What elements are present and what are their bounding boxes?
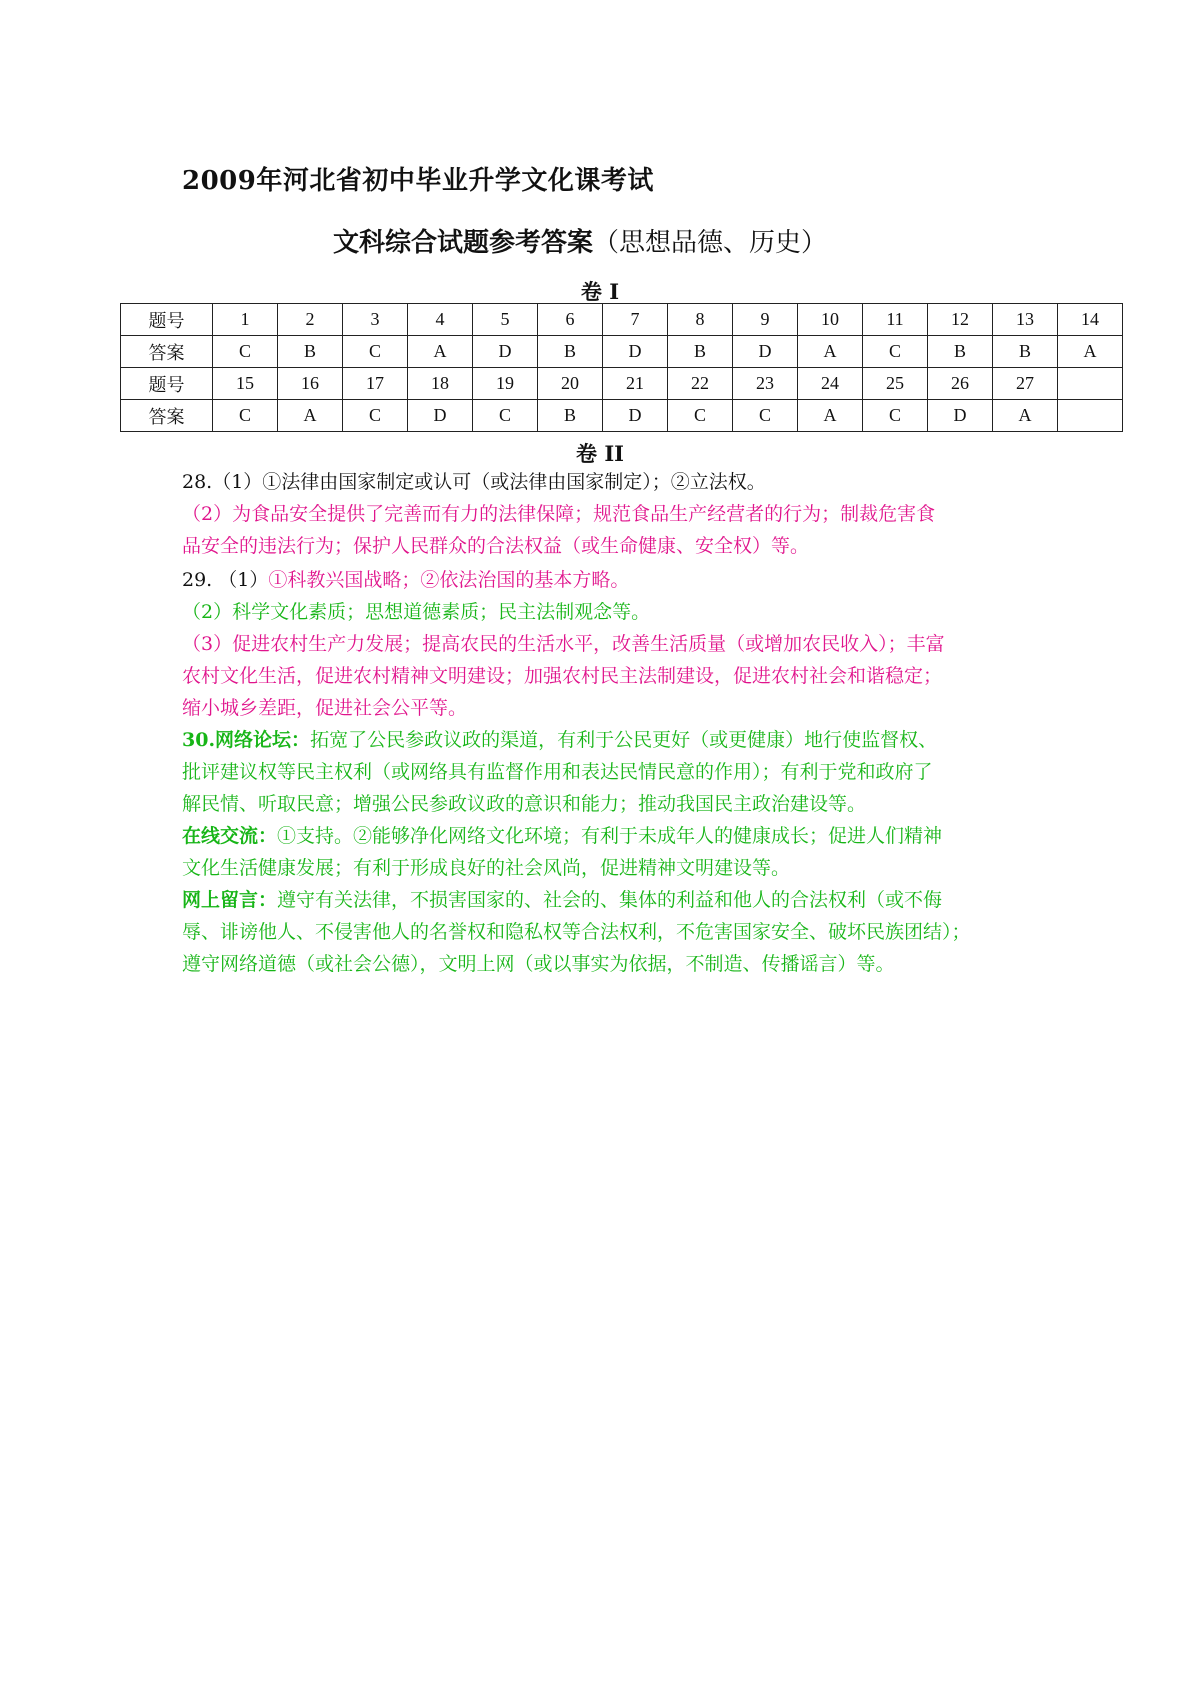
answer-cell: B <box>278 336 343 368</box>
answer-row <box>121 336 1123 368</box>
question-cell: 6 <box>538 304 603 336</box>
q30-online-text: ①支持。②能够净化网络文化环境；有利于未成年人的健康成长；促进人们精神 <box>277 825 943 847</box>
q30-forum-line: 批评建议权等民主权利（或网络具有监督作用和表达民情民意的作用）；有利于党和政府了 <box>182 761 933 783</box>
answer-cell: B <box>993 336 1058 368</box>
answer-cell: A <box>798 336 863 368</box>
q29-part2: （2）科学文化素质；思想道德素质；民主法制观念等。 <box>182 601 651 623</box>
question-cell: 21 <box>603 368 668 400</box>
question-cell: 9 <box>733 304 798 336</box>
q30-online-line: 文化生活健康发展；有利于形成良好的社会风尚，促进精神文明建设等。 <box>182 857 791 879</box>
question-cell <box>1058 368 1123 400</box>
answer-table <box>120 303 1123 432</box>
question-cell: 8 <box>668 304 733 336</box>
answer-cell: C <box>863 336 928 368</box>
question-cell: 12 <box>928 304 993 336</box>
q29-prefix: 29. （1） <box>182 569 269 591</box>
subtitle-paren: （思想品德、历史） <box>593 228 828 258</box>
answer-cell: A <box>408 336 473 368</box>
q29-part1-text: ①科教兴国战略；②依法治国的基本方略。 <box>268 569 630 591</box>
answer-cell: D <box>928 400 993 432</box>
answer-cell: D <box>733 336 798 368</box>
q30-forum-text: 拓宽了公民参政议政的渠道，有利于公民更好（或更健康）地行使监督权、 <box>310 729 938 751</box>
question-cell: 20 <box>538 368 603 400</box>
question-cell: 13 <box>993 304 1058 336</box>
question-cell: 2 <box>278 304 343 336</box>
question-cell: 3 <box>343 304 408 336</box>
q30-answer <box>182 724 1032 980</box>
answer-cell: C <box>733 400 798 432</box>
question-cell: 14 <box>1058 304 1123 336</box>
answer-cell: D <box>603 336 668 368</box>
answer-cell: D <box>473 336 538 368</box>
question-row <box>121 368 1123 400</box>
answer-cell: A <box>1058 336 1123 368</box>
answer-cell: C <box>668 400 733 432</box>
question-row-label: 题号 <box>121 304 213 336</box>
q30-message-label: 网上留言： <box>182 889 278 911</box>
answer-cell: B <box>928 336 993 368</box>
question-row <box>121 304 1123 336</box>
q30-forum-line <box>182 724 1032 756</box>
question-cell: 10 <box>798 304 863 336</box>
section-2-heading: 卷 II <box>576 441 624 466</box>
q30-online-line <box>182 820 1032 852</box>
q29-part3-line: （3）促进农村生产力发展；提高农民的生活水平，改善生活质量（或增加农民收入）；丰富 <box>182 633 945 655</box>
q30-message-line: 遵守网络道德（或社会公德），文明上网（或以事实为依据，不制造、传播谣言）等。 <box>182 953 895 975</box>
q30-forum-line: 解民情、听取民意；增强公民参政议政的意识和能力；推动我国民主政治建设等。 <box>182 793 867 815</box>
question-cell: 15 <box>213 368 278 400</box>
question-cell: 24 <box>798 368 863 400</box>
answer-table-body <box>121 304 1123 432</box>
q29-part3-line: 缩小城乡差距，促进社会公平等。 <box>182 697 468 719</box>
page-title: 2009年河北省初中毕业升学文化课考试 <box>182 166 654 196</box>
question-cell: 25 <box>863 368 928 400</box>
answer-cell: A <box>278 400 343 432</box>
q28-part2-line: 品安全的违法行为；保护人民群众的合法权益（或生命健康、安全权）等。 <box>182 535 810 557</box>
q28-part2-line: （2）为食品安全提供了完善而有力的法律保障；规范食品生产经营者的行为；制裁危害食 <box>182 503 936 525</box>
answer-cell: C <box>343 336 408 368</box>
question-cell: 11 <box>863 304 928 336</box>
question-cell: 5 <box>473 304 538 336</box>
answer-cell: C <box>343 400 408 432</box>
question-cell: 18 <box>408 368 473 400</box>
answer-cell: A <box>993 400 1058 432</box>
answer-row-label: 答案 <box>121 336 213 368</box>
q30-message-line <box>182 884 1032 916</box>
subtitle-main: 文科综合试题参考答案 <box>333 228 594 258</box>
answer-cell: C <box>863 400 928 432</box>
answer-cell: D <box>603 400 668 432</box>
section-1-heading: 卷 I <box>580 279 620 304</box>
q29-part3-line: 农村文化生活，促进农村精神文明建设；加强农村民主法制建设，促进农村社会和谐稳定； <box>182 665 943 687</box>
answer-row-label: 答案 <box>121 400 213 432</box>
answer-cell: C <box>473 400 538 432</box>
question-cell: 23 <box>733 368 798 400</box>
page-subtitle <box>333 222 827 259</box>
q30-message-text: 遵守有关法律，不损害国家的、社会的、集体的利益和他人的合法权利（或不侮 <box>277 889 943 911</box>
answer-cell <box>1058 400 1123 432</box>
answer-cell: C <box>213 336 278 368</box>
q30-online-label: 在线交流： <box>182 825 278 847</box>
question-row-label: 题号 <box>121 368 213 400</box>
q29-part1 <box>182 564 1032 596</box>
question-cell: 17 <box>343 368 408 400</box>
answer-cell: D <box>408 400 473 432</box>
q29-answer <box>182 564 1032 724</box>
answer-cell: B <box>668 336 733 368</box>
question-cell: 27 <box>993 368 1058 400</box>
question-cell: 1 <box>213 304 278 336</box>
q28-part1: 28.（1）①法律由国家制定或认可（或法律由国家制定）；②立法权。 <box>182 471 766 493</box>
question-cell: 19 <box>473 368 538 400</box>
question-cell: 7 <box>603 304 668 336</box>
q30-message-line: 辱、诽谤他人、不侵害他人的名誉权和隐私权等合法权利，不危害国家安全、破坏民族团结）； <box>182 921 971 943</box>
question-cell: 22 <box>668 368 733 400</box>
answer-cell: B <box>538 336 603 368</box>
question-cell: 26 <box>928 368 993 400</box>
q30-forum-label: 30.网络论坛： <box>182 729 311 751</box>
answer-cell: C <box>213 400 278 432</box>
answer-cell: B <box>538 400 603 432</box>
question-cell: 16 <box>278 368 343 400</box>
answer-cell: A <box>798 400 863 432</box>
q28-answer <box>182 466 1032 562</box>
question-cell: 4 <box>408 304 473 336</box>
answer-row <box>121 400 1123 432</box>
